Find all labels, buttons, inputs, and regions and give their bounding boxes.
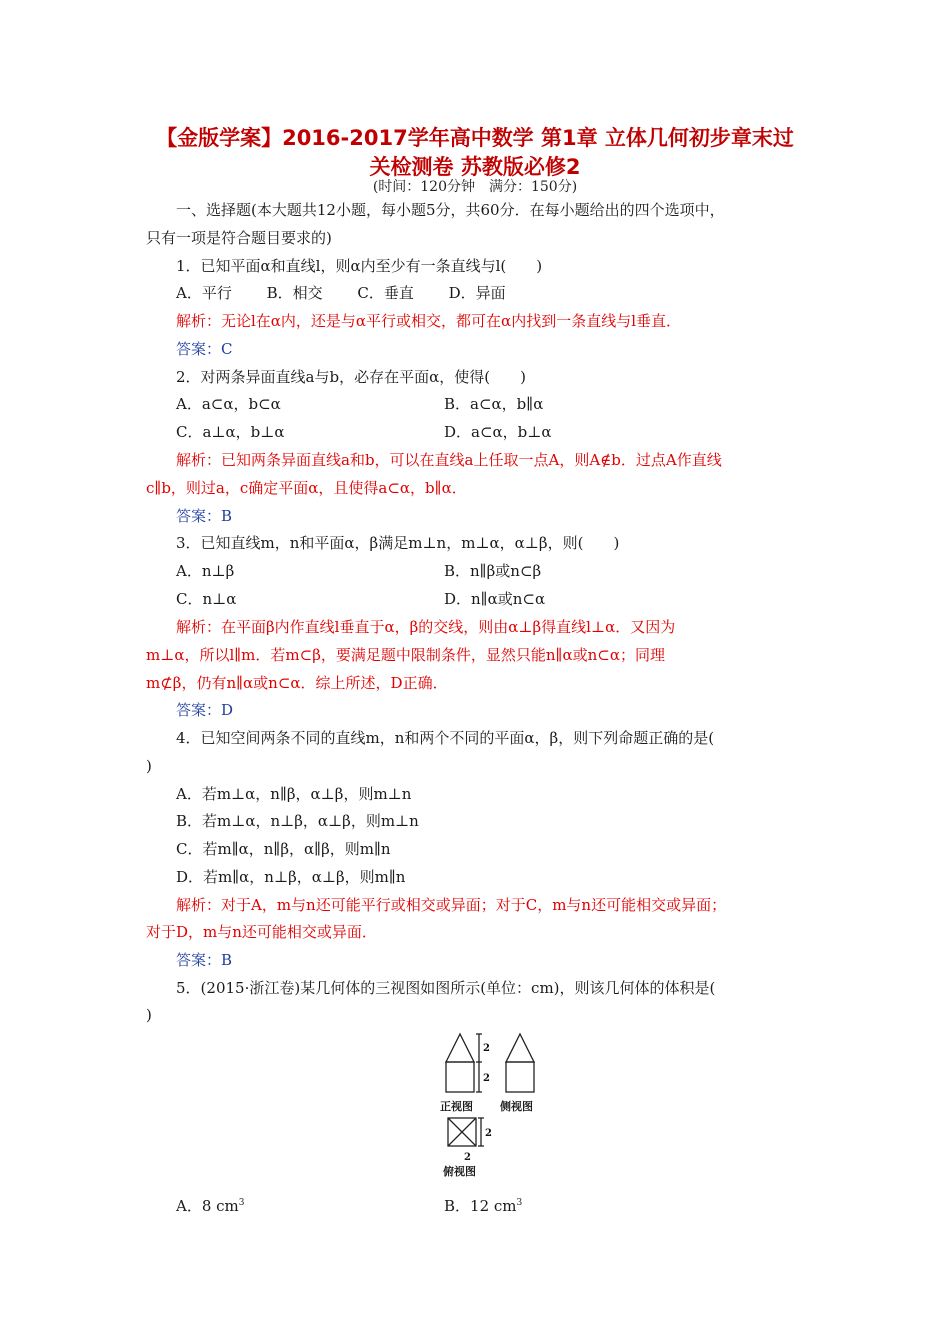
question-2-option-b: B．a⊂α，b∥α (444, 395, 544, 413)
question-4-option-d: D．若m∥α，n⊥β，α⊥β，则m∥n (176, 868, 406, 886)
question-3-analysis-2: m⊥α，所以l∥m．若m⊂β，要满足题中限制条件，显然只能n∥α或n⊂α；同理 (146, 646, 665, 664)
document-title-line1: 【金版学案】2016-2017学年高中数学 第1章 立体几何初步章末过 (156, 126, 794, 150)
question-4-option-b: B．若m⊥α，n⊥β，α⊥β，则m⊥n (176, 812, 419, 830)
question-2-option-c: C．a⊥α，b⊥α (176, 423, 285, 441)
question-4-analysis-1: 解析：对于A，m与n还可能平行或相交或异面；对于C，m与n还可能相交或异面； (176, 896, 727, 914)
question-1-options: A．平行 B．相交 C．垂直 D．异面 (176, 284, 506, 302)
question-2-analysis-1: 解析：已知两条异面直线a和b，可以在直线a上任取一点A，则A∉b．过点A作直线 (176, 451, 722, 469)
section-header: 一、选择题(本大题共12小题，每小题5分，共60分．在每小题给出的四个选项中， (176, 201, 725, 219)
question-1-answer: 答案：C (176, 340, 233, 358)
question-2-option-a: A．a⊂α，b⊂α (176, 395, 281, 413)
section-header-cont: 只有一项是符合题目要求的) (146, 229, 332, 247)
front-view-shape (446, 1034, 474, 1062)
question-3-analysis-3: m⊄β，仍有n∥α或n⊂α．综上所述，D正确． (146, 674, 448, 692)
question-1-stem: 1．已知平面α和直线l，则α内至少有一条直线与l( ) (176, 257, 543, 275)
question-3-stem: 3．已知直线m，n和平面α，β满足m⊥n，m⊥α，α⊥β，则( ) (176, 534, 620, 552)
question-5-option-b: B．12 $cm^3$ (444, 1197, 523, 1215)
question-4-option-a: A．若m⊥α，n∥β，α⊥β，则m⊥n (176, 785, 412, 803)
top-dim-bottom: 2 (464, 1152, 471, 1163)
front-dim-lower: 2 (483, 1073, 490, 1084)
question-3-analysis-1: 解析：在平面β内作直线l垂直于α，β的交线，则由α⊥β得直线l⊥α．又因为 (176, 618, 676, 636)
question-4-answer: 答案：B (176, 951, 233, 969)
front-view-label: 正视图 (440, 1100, 473, 1113)
question-4-analysis-2: 对于D，m与n还可能相交或异面． (146, 923, 377, 941)
question-4-option-c: C．若m∥α，n∥β，α∥β，则m∥n (176, 840, 391, 858)
top-view-label: 俯视图 (443, 1165, 476, 1178)
three-view-figure (438, 1030, 558, 1150)
top-dim-side: 2 (485, 1128, 492, 1139)
question-3-option-d: D．n∥α或n⊂α (444, 590, 546, 608)
front-dim-upper: 2 (483, 1043, 490, 1054)
question-4-stem-cont: ) (146, 757, 152, 775)
question-5-stem-cont: ) (146, 1006, 152, 1024)
question-2-option-d: D．a⊂α，b⊥α (444, 423, 552, 441)
question-3-option-b: B．n∥β或n⊂β (444, 562, 542, 580)
side-view-shape (506, 1034, 534, 1062)
question-2-analysis-2: c∥b，则过a，c确定平面α，且使得a⊂α，b∥α． (146, 479, 467, 497)
question-3-option-c: C．n⊥α (176, 590, 237, 608)
question-4-stem: 4．已知空间两条不同的直线m，n和两个不同的平面α，β，则下列命题正确的是( (176, 729, 715, 747)
question-2-stem: 2．对两条异面直线a与b，必存在平面α，使得( ) (176, 368, 526, 386)
question-5-stem: 5．(2015·浙江卷)某几何体的三视图如图所示(单位：cm)，则该几何体的体积是( (176, 979, 716, 997)
exam-time-score: (时间：120分钟 满分：150分) (372, 179, 578, 195)
side-view-label: 侧视图 (500, 1100, 533, 1113)
question-3-option-a: A．n⊥β (176, 562, 235, 580)
question-2-answer: 答案：B (176, 507, 233, 525)
question-1-analysis: 解析：无论l在α内，还是与α平行或相交，都可在α内找到一条直线与l垂直． (176, 312, 681, 330)
question-5-option-a: A．8 $cm^3$ (176, 1197, 245, 1215)
question-3-answer: 答案：D (176, 701, 234, 719)
document-title-line2: 关检测卷 苏教版必修2 (369, 155, 581, 179)
